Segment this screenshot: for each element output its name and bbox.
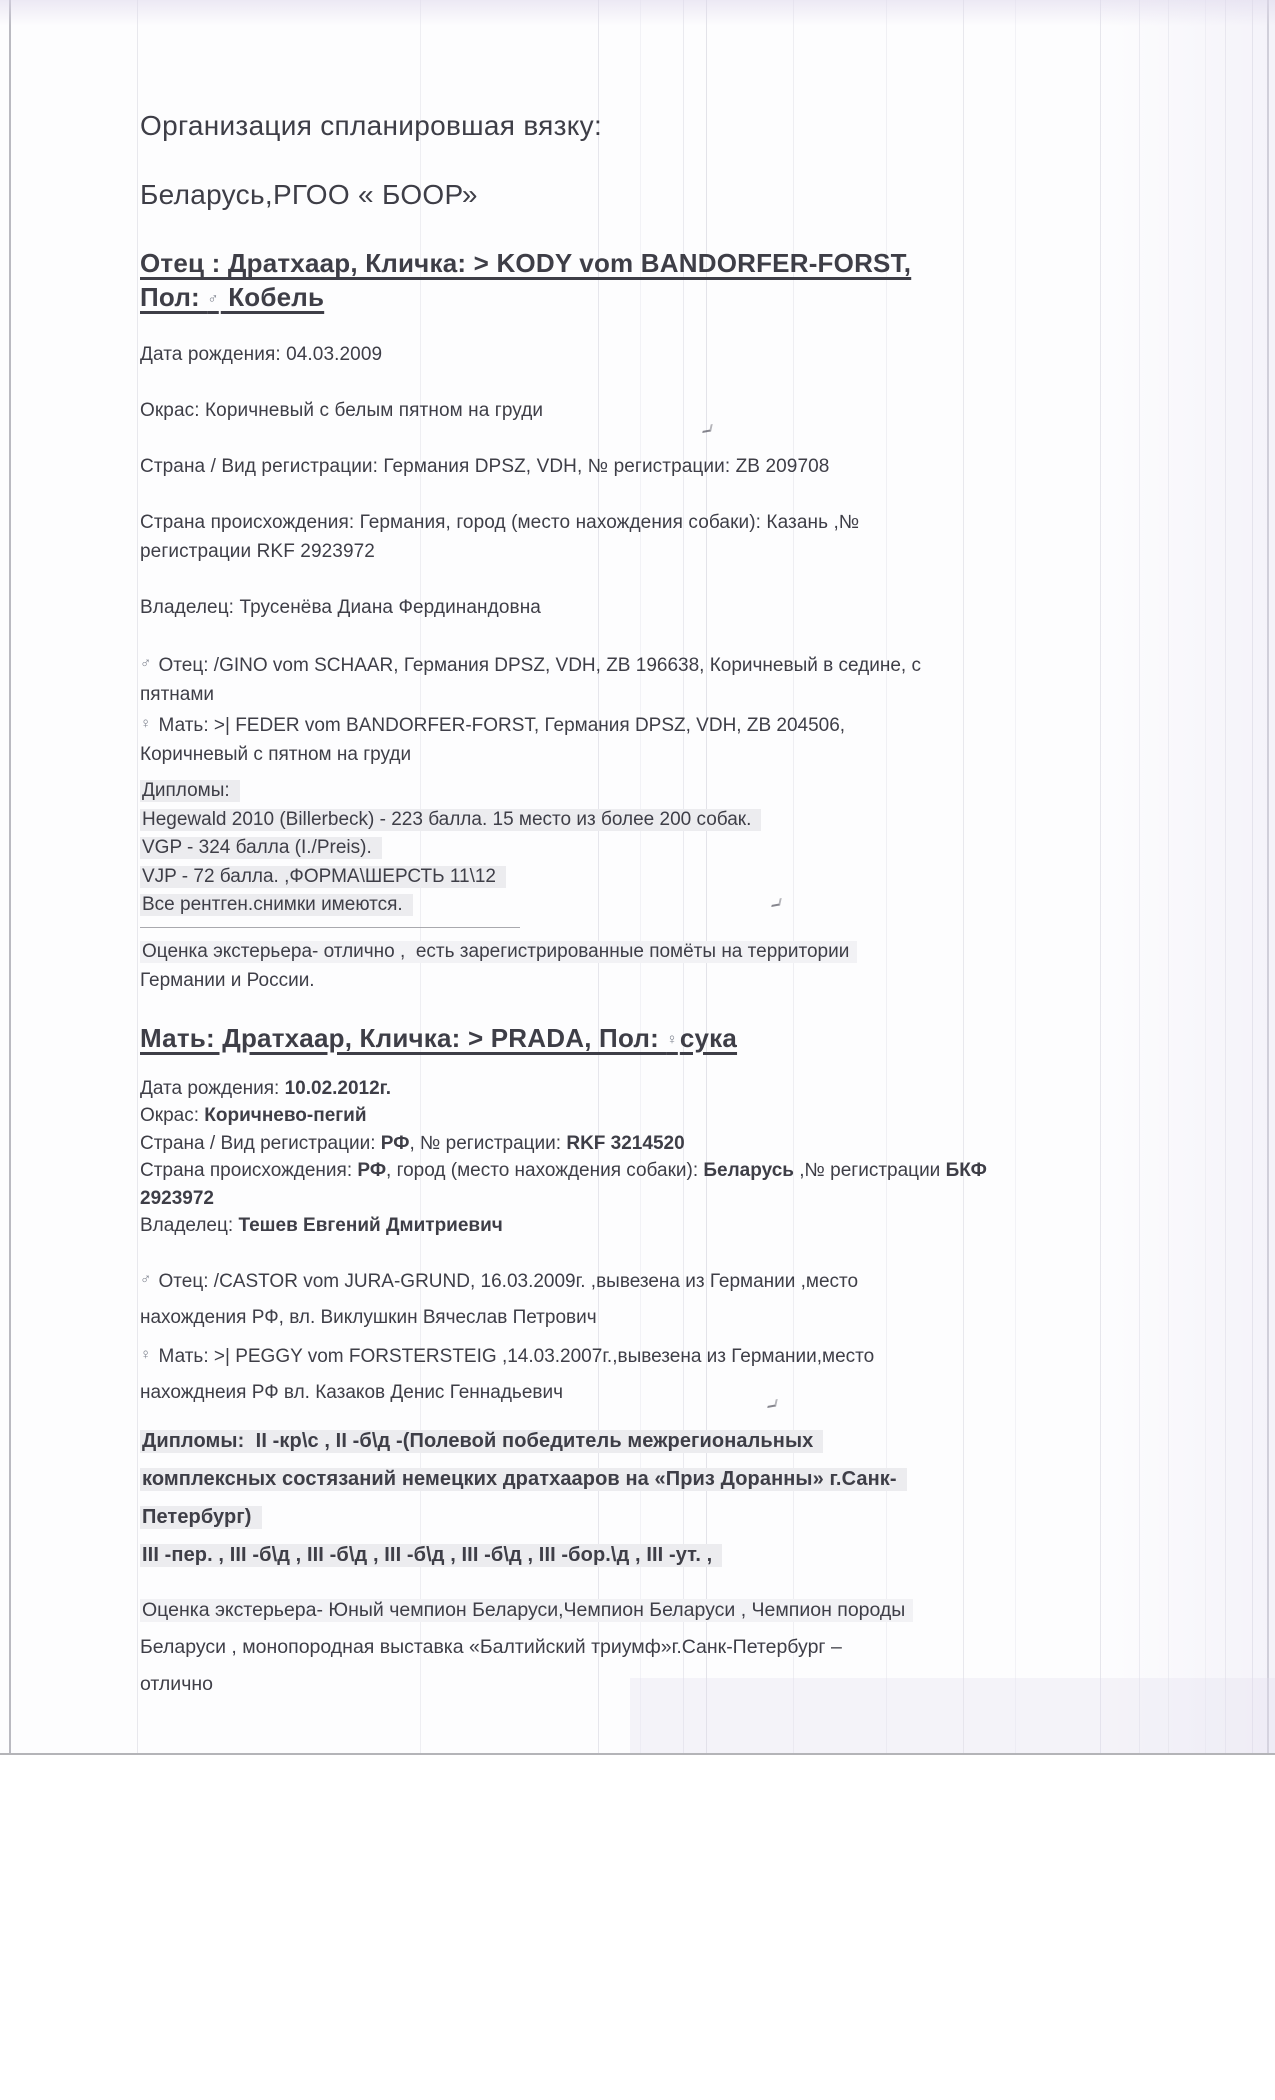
father-sex-label: Пол: xyxy=(140,282,208,312)
mother-diplomas xyxy=(140,1422,1125,1574)
mother-dam-line xyxy=(140,1337,1125,1412)
diploma-item: VJP - 72 балла. ,ФОРМА\ШЕРСТЬ 11\12 xyxy=(140,866,506,888)
mother-birth-date xyxy=(140,1075,1125,1103)
male-icon: ♂ xyxy=(140,1270,152,1288)
mother-diploma-row xyxy=(140,1498,1125,1536)
mother-sire-text: Отец: /CASTOR vom JURA-GRUND, 16.03.2009г. ,вывезена из Германии ,место xyxy=(158,1270,859,1292)
father-dam-line xyxy=(140,709,1125,769)
father-assessment-line1: Оценка экстерьера- отлично , есть зарегистрированные помёты на территории xyxy=(140,941,857,963)
diploma-row xyxy=(140,863,1125,892)
father-diplomas xyxy=(140,777,1125,920)
mother-assessment xyxy=(140,1592,1125,1703)
diploma-item: Все рентген.снимки имеются. xyxy=(140,894,413,916)
father-sire-line xyxy=(140,649,1125,709)
diploma-row xyxy=(140,891,1125,920)
diploma-item: Hegewald 2010 (Billerbeck) - 223 балла. 15 место из более 200 собак. xyxy=(140,809,761,831)
mother-parents xyxy=(140,1262,1125,1412)
father-sire-text: Отец: /GINO vom SCHAAR, Германия DPSZ, VDH, ZB 196638, Коричневый в седине, с xyxy=(158,655,921,676)
father-parents xyxy=(140,649,1125,769)
mother-fields xyxy=(140,1075,1125,1240)
diplomas-title: Дипломы: xyxy=(140,780,240,802)
mother-origin xyxy=(140,1157,1125,1212)
org-title: Организация спланировшая вязку: xyxy=(140,110,603,141)
mother-heading-text: Мать: Дратхаар, Кличка: > PRADA, Пол: xyxy=(140,1022,667,1053)
diplomas-title-row xyxy=(140,777,1125,806)
mother-origin-label2: , город (место нахождения собаки): xyxy=(386,1160,704,1181)
father-sex-word: Кобель xyxy=(220,282,325,312)
father-assessment-line2: Германии и России. xyxy=(140,969,315,991)
mother-reg-label2: , № регистрации: xyxy=(409,1132,567,1154)
mother-birth-label: Дата рождения: xyxy=(140,1077,285,1099)
mother-dam-text: Мать: >| PEGGY vom FORSTERSTEIG ,14.03.2007г.,вывезена из Германии,место xyxy=(158,1345,875,1367)
mother-origin-value1: РФ xyxy=(357,1160,387,1181)
mother-assessment-line2: Беларуси , монопородная выставка «Балтийский триумф»г.Санк-Петербург – xyxy=(140,1635,842,1658)
father-color: Окрас: Коричневый с белым пятном на груди xyxy=(140,400,544,421)
mother-diploma-line: комплексных состязаний немецких дратхааров на «Приз Доранны» г.Санк- xyxy=(140,1468,907,1491)
mother-color-value: Коричнево-пегий xyxy=(204,1105,367,1126)
mother-diploma-row xyxy=(140,1422,1125,1460)
father-origin xyxy=(140,508,1125,566)
mother-origin-regnum: 2923972 xyxy=(140,1187,214,1209)
mother-diploma-row xyxy=(140,1536,1125,1574)
female-icon: ♀ xyxy=(140,1345,152,1363)
diploma-item: VGP - 324 балла (I./Preis). xyxy=(140,837,382,859)
mother-field-diplomas-line: III -пер. , III -б\д , III -б\д , III -б\д , III -б\д , III -бор.\д , III -ут. , xyxy=(140,1544,722,1567)
male-icon: ♂ xyxy=(140,655,152,672)
mother-heading xyxy=(140,1021,1125,1057)
mother-reg-value2: RKF 3214520 xyxy=(566,1132,685,1154)
mother-heading-line xyxy=(140,1023,737,1053)
father-registration: Страна / Вид регистрации: Германия DPSZ, VDH, № регистрации: ZB 209708 xyxy=(140,456,830,477)
male-icon: ♂ xyxy=(207,290,219,307)
mother-birth-value: 10.02.2012г. xyxy=(284,1077,391,1099)
mother-assessment-line1: Оценка экстерьера- Юный чемпион Беларуси,Чемпион Беларуси , Чемпион породы xyxy=(140,1599,913,1622)
diploma-row xyxy=(140,806,1125,835)
father-sire-text-cont: пятнами xyxy=(140,684,215,705)
father-heading xyxy=(140,246,1125,316)
father-dam-text-cont: Коричневый с пятном на груди xyxy=(140,744,412,765)
mother-owner xyxy=(140,1212,1125,1240)
father-assessment xyxy=(140,937,1125,995)
mother-sire-line xyxy=(140,1262,1125,1337)
mother-reg-label1: Страна / Вид регистрации: xyxy=(140,1132,381,1154)
mother-color xyxy=(140,1102,1125,1130)
mother-assessment-line3: отлично xyxy=(140,1672,213,1695)
mother-diploma-row xyxy=(140,1460,1125,1498)
female-icon: ♀ xyxy=(140,715,152,732)
mother-diploma-line: Дипломы: II -кр\с , II -б\д -(Полевой победитель межрегиональных xyxy=(140,1430,823,1453)
father-origin-line1: Страна происхождения: Германия, город (место нахождения собаки): Казань ,№ xyxy=(140,512,860,533)
mother-sex-word: сука xyxy=(679,1022,738,1053)
mother-dam-text-cont: нахожднеия РФ вл. Казаков Денис Геннадьевич xyxy=(140,1382,564,1403)
mother-color-label: Окрас: xyxy=(140,1105,205,1126)
father-heading-line1: Отец : Дратхаар, Кличка: > KODY vom BANDORFER-FORST, xyxy=(140,248,912,278)
father-owner: Владелец: Трусенёва Диана Фердинандовна xyxy=(140,597,541,618)
female-icon: ♀ xyxy=(666,1030,678,1048)
diploma-row xyxy=(140,834,1125,863)
mother-reg-value1: РФ xyxy=(380,1132,410,1154)
mother-registration xyxy=(140,1130,1125,1158)
father-birth-date: Дата рождения: 04.03.2009 xyxy=(140,344,383,365)
mother-sire-text-cont: нахождения РФ, вл. Виклушкин Вячеслав Петрович xyxy=(140,1307,597,1328)
mother-owner-label: Владелец: xyxy=(140,1215,239,1236)
mother-assessment-row xyxy=(140,1592,1125,1629)
org-name: Беларусь,РГОО « БООР» xyxy=(140,179,478,210)
divider-line xyxy=(140,927,520,928)
father-dam-text: Мать: >| FEDER vom BANDORFER-FORST, Германия DPSZ, VDH, ZB 204506, xyxy=(158,715,846,736)
mother-origin-value2: Беларусь xyxy=(703,1160,794,1181)
mother-origin-label1: Страна происхождения: xyxy=(140,1160,358,1181)
mother-diploma-line: Петербург) xyxy=(140,1506,262,1529)
mother-owner-value: Тешев Евгений Дмитриевич xyxy=(238,1215,503,1236)
mother-origin-label3: ,№ регистрации xyxy=(793,1160,946,1181)
father-heading-line2 xyxy=(140,282,324,312)
father-origin-line2: регистрации RKF 2923972 xyxy=(140,541,375,562)
mother-origin-value3: БКФ xyxy=(945,1160,987,1181)
